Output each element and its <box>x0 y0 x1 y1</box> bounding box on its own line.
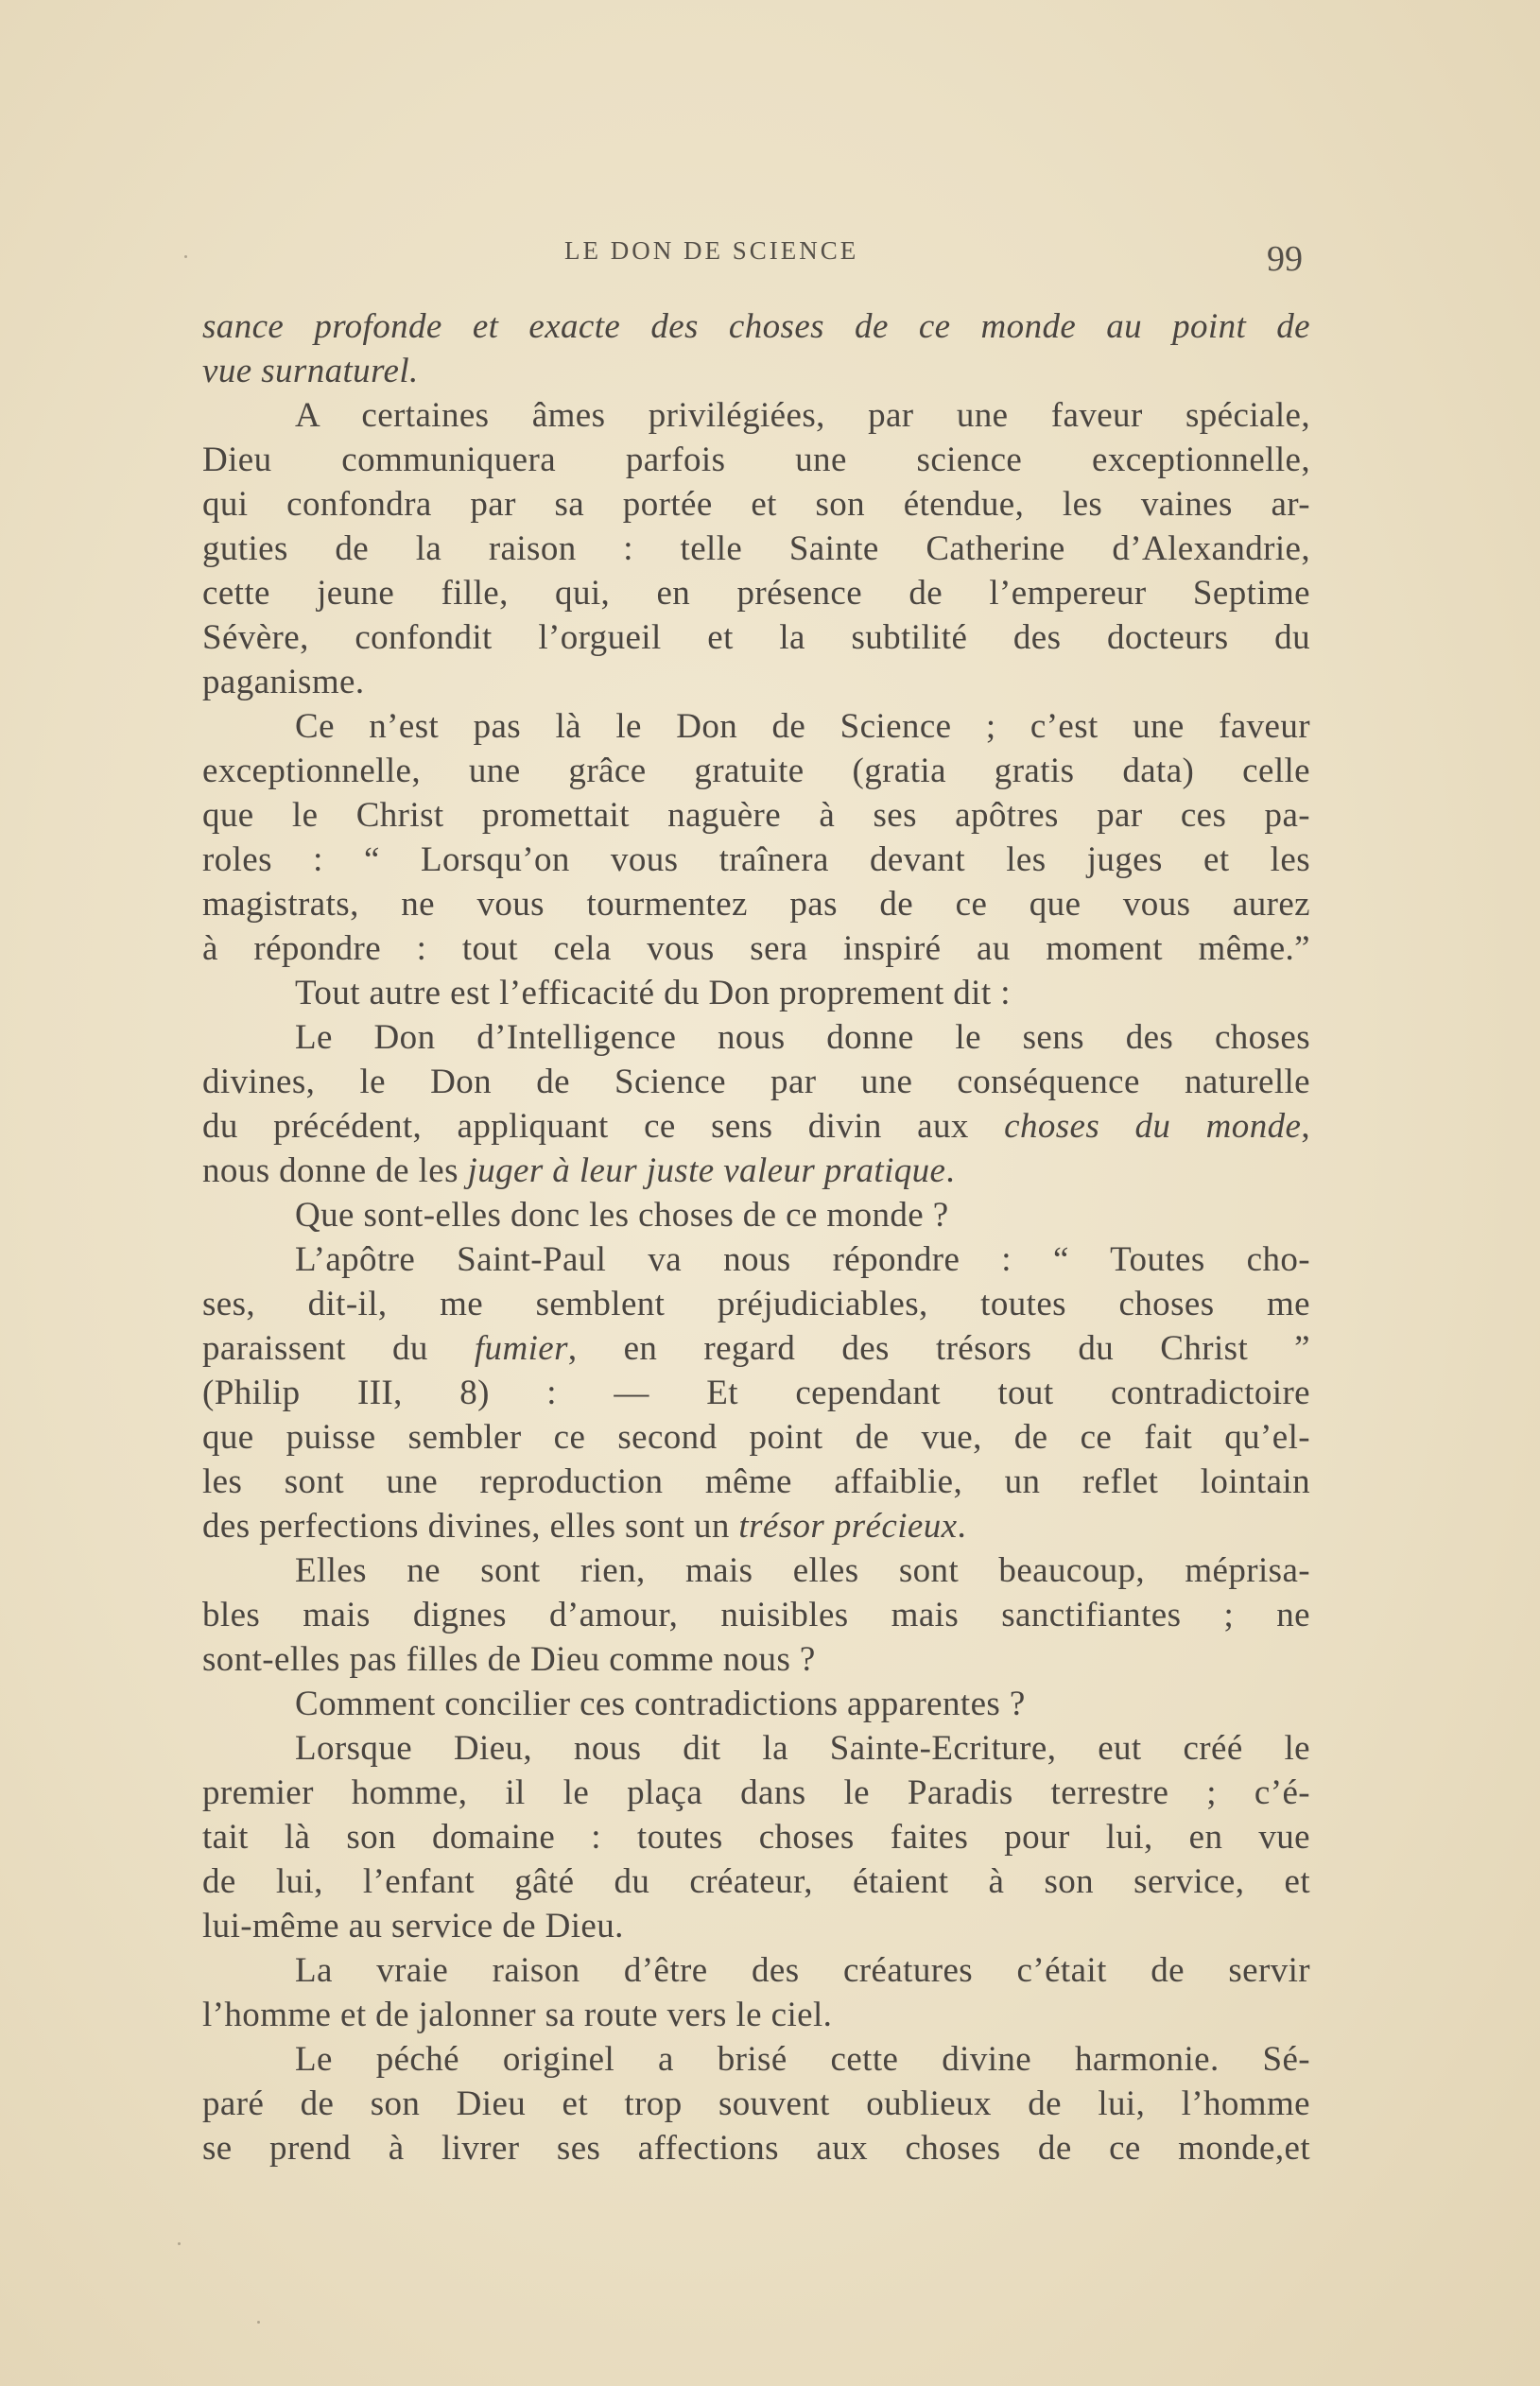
text-segment: sont-elles pas filles de Dieu comme nous ? <box>202 1640 816 1679</box>
text-segment: Le péché originel a brisé cette divine harmonie. Sé- <box>295 2040 1310 2079</box>
text-line <box>202 2082 1310 2126</box>
text-segment: paraissent du <box>202 1329 475 1368</box>
text-line <box>202 1993 1310 2037</box>
text-line <box>202 1726 1310 1771</box>
text-segment: L’apôtre Saint-Paul va nous répondre : “ Toutes cho- <box>295 1240 1310 1279</box>
text-segment: paganisme. <box>202 663 365 701</box>
text-segment: Le Don d’Intelligence nous donne le sens des choses <box>295 1018 1310 1057</box>
text-segment: Que sont-elles donc les choses de ce monde ? <box>295 1196 949 1235</box>
text-line <box>202 1237 1310 1282</box>
text-segment: . <box>945 1151 956 1190</box>
text-line <box>202 1460 1310 1504</box>
text-segment: cette jeune fille, qui, en présence de l’empereur Septime <box>202 574 1310 613</box>
text-line <box>202 1593 1310 1637</box>
text-segment: tait là son domaine : toutes choses faites pour lui, en vue <box>202 1818 1310 1857</box>
running-title: LE DON DE SCIENCE <box>564 236 859 265</box>
italic-text: fumier <box>474 1329 568 1368</box>
italic-text: vue surnaturel. <box>202 352 419 390</box>
text-line <box>202 2037 1310 2082</box>
text-line <box>202 2126 1310 2170</box>
text-segment: Ce n’est pas là le Don de Science ; c’est une faveur <box>295 707 1310 746</box>
text-line <box>202 304 1310 349</box>
text-line <box>202 1282 1310 1326</box>
text-line <box>202 1504 1310 1548</box>
text-line <box>202 749 1310 793</box>
text-segment: Dieu communiquera parfois une science exceptionnelle, <box>202 441 1310 479</box>
page-number: 99 <box>1267 239 1303 279</box>
text-segment: ses, dit-il, me semblent préjudiciables, toutes choses me <box>202 1285 1310 1323</box>
text-line <box>202 393 1310 438</box>
text-segment: , <box>1301 1107 1310 1146</box>
paper-speck <box>178 2242 181 2245</box>
text-segment: . <box>957 1507 967 1546</box>
paper-speck <box>257 2321 260 2324</box>
body-text <box>202 304 1310 2170</box>
text-line <box>202 926 1310 971</box>
text-segment: du précédent, appliquant ce sens divin aux <box>202 1107 1005 1146</box>
text-line <box>202 1771 1310 1815</box>
text-segment: premier homme, il le plaça dans le Paradis terrestre ; c’é- <box>202 1773 1310 1812</box>
text-segment: Lorsque Dieu, nous dit la Sainte-Ecriture, eut créé le <box>295 1729 1310 1768</box>
text-line <box>202 1060 1310 1104</box>
text-line <box>202 1371 1310 1415</box>
text-segment: Sévère, confondit l’orgueil et la subtilité des docteurs du <box>202 618 1310 657</box>
text-segment: (Philip III, 8) : — Et cependant tout contradictoire <box>202 1374 1310 1412</box>
text-segment: des perfections divines, elles sont un <box>202 1507 739 1546</box>
text-line <box>202 1149 1310 1193</box>
text-segment: Elles ne sont rien, mais elles sont beaucoup, méprisa- <box>295 1551 1310 1590</box>
text-line <box>202 1904 1310 1948</box>
running-head <box>0 236 1540 279</box>
text-segment: magistrats, ne vous tourmentez pas de ce que vous aurez <box>202 885 1310 924</box>
text-line <box>202 1948 1310 1993</box>
text-line <box>202 1326 1310 1371</box>
text-segment: , en regard des trésors du Christ ” <box>567 1329 1311 1368</box>
text-segment: l’homme et de jalonner sa route vers le ciel. <box>202 1996 833 2034</box>
text-segment: se prend à livrer ses affections aux choses de ce monde,et <box>202 2129 1310 2168</box>
text-line <box>202 527 1310 571</box>
text-line <box>202 615 1310 660</box>
text-segment: Tout autre est l’efficacité du Don proprement dit : <box>295 974 1011 1012</box>
text-line <box>202 438 1310 482</box>
text-line <box>202 793 1310 838</box>
text-line <box>202 1682 1310 1726</box>
text-line <box>202 1193 1310 1237</box>
text-line <box>202 571 1310 615</box>
text-segment: roles : “ Lorsqu’on vous traînera devant les juges et les <box>202 840 1310 879</box>
text-segment: à répondre : tout cela vous sera inspiré au moment même.” <box>202 929 1310 968</box>
text-segment: La vraie raison d’être des créatures c’était de servir <box>295 1951 1310 1990</box>
italic-text: choses du monde <box>1004 1107 1302 1146</box>
text-line <box>202 971 1310 1015</box>
text-line <box>202 704 1310 749</box>
italic-text: sance profonde et exacte des choses de ce monde au point de <box>202 307 1310 346</box>
text-line <box>202 1637 1310 1682</box>
text-segment: paré de son Dieu et trop souvent oublieux de lui, l’homme <box>202 2084 1310 2123</box>
text-segment: que puisse sembler ce second point de vue, de ce fait qu’el- <box>202 1418 1310 1457</box>
text-line <box>202 660 1310 704</box>
text-segment: guties de la raison : telle Sainte Catherine d’Alexandrie, <box>202 529 1310 568</box>
text-segment: Comment concilier ces contradictions apparentes ? <box>295 1685 1026 1723</box>
text-line <box>202 1104 1310 1149</box>
text-line <box>202 482 1310 527</box>
text-segment: que le Christ promettait naguère à ses apôtres par ces pa- <box>202 796 1310 835</box>
italic-text: trésor précieux <box>738 1507 958 1546</box>
text-line <box>202 1415 1310 1460</box>
text-segment: A certaines âmes privilégiées, par une faveur spéciale, <box>295 396 1310 435</box>
text-segment: bles mais dignes d’amour, nuisibles mais sanctifiantes ; ne <box>202 1596 1310 1634</box>
text-segment: qui confondra par sa portée et son étendue, les vaines ar- <box>202 485 1310 524</box>
text-line <box>202 349 1310 393</box>
text-segment: lui-même au service de Dieu. <box>202 1907 624 1945</box>
text-segment: de lui, l’enfant gâté du créateur, étaient à son service, et <box>202 1862 1310 1901</box>
text-line <box>202 1859 1310 1904</box>
text-segment: les sont une reproduction même affaiblie, un reflet lointain <box>202 1462 1310 1501</box>
paper-speck <box>184 255 187 258</box>
text-line <box>202 1548 1310 1593</box>
text-segment: nous donne de les <box>202 1151 468 1190</box>
text-line <box>202 838 1310 882</box>
italic-text: juger à leur juste valeur pratique <box>467 1151 946 1190</box>
text-line <box>202 882 1310 926</box>
text-segment: exceptionnelle, une grâce gratuite (gratia gratis data) celle <box>202 752 1310 790</box>
text-segment: divines, le Don de Science par une conséquence naturelle <box>202 1063 1310 1101</box>
text-line <box>202 1015 1310 1060</box>
text-line <box>202 1815 1310 1859</box>
